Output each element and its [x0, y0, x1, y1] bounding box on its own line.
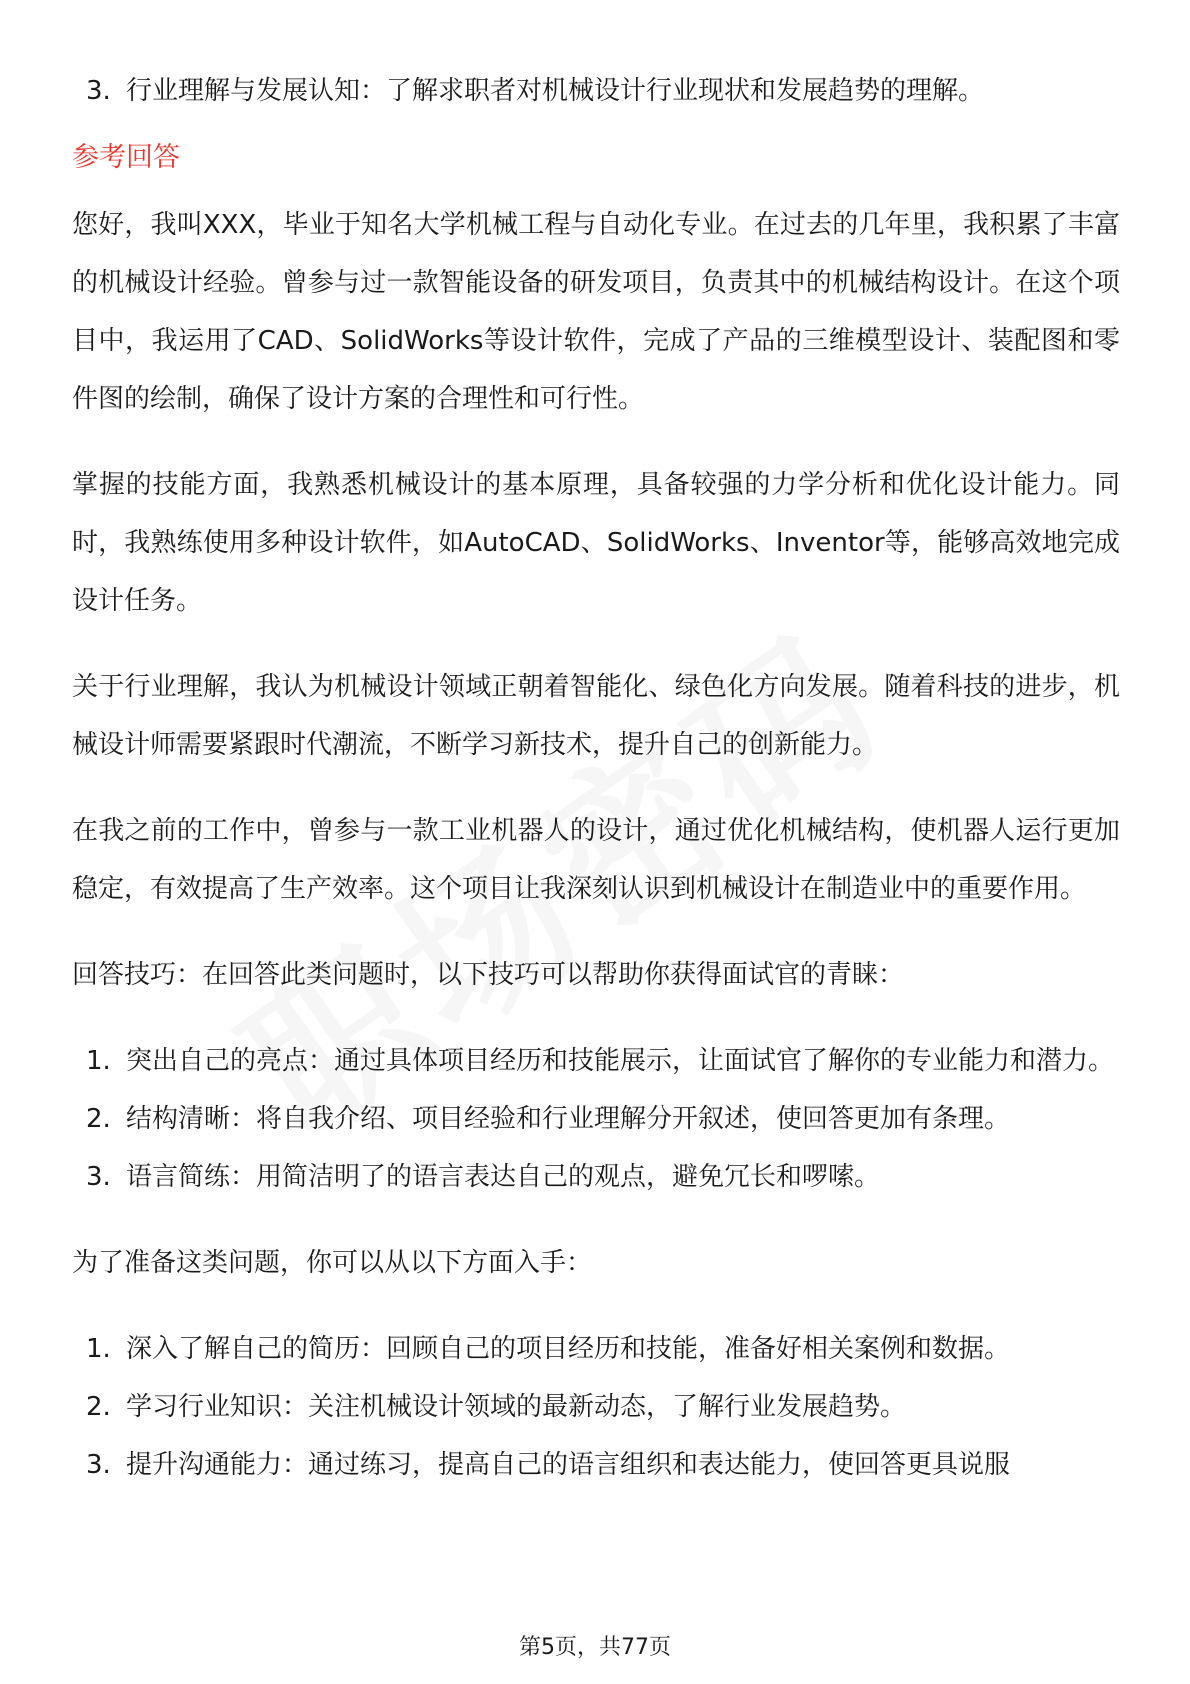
list-item	[72, 1320, 1120, 1378]
list-item	[72, 1032, 1120, 1090]
list-item-number: 2.	[86, 1104, 111, 1134]
list-item-number: 3.	[86, 1450, 111, 1480]
list-item-number: 3.	[86, 1162, 111, 1192]
list-item-text: 行业理解与发展认知：了解求职者对机械设计行业现状和发展趋势的理解。	[126, 76, 985, 106]
list-item-number: 2.	[86, 1392, 111, 1422]
list-item-number: 3.	[86, 76, 111, 106]
list-item-text: 学习行业知识：关注机械设计领域的最新动态，了解行业发展趋势。	[126, 1392, 907, 1422]
paragraph: 您好，我叫XXX，毕业于知名大学机械工程与自动化专业。在过去的几年里，我积累了丰富的机械设计经验。曾参与过一款智能设备的研发项目，负责其中的机械结构设计。在这个项目中，我运用了CAD、SolidWorks等设计软件，完成了产品的三维模型设计、装配图和零件图的绘制，确保了设计方案的合理性和可行性。	[72, 210, 1120, 414]
list-item-text: 突出自己的亮点：通过具体项目经历和技能展示，让面试官了解你的专业能力和潜力。	[126, 1046, 1115, 1076]
prep-intro: 为了准备这类问题，你可以从以下方面入手：	[72, 1248, 593, 1278]
paragraph: 关于行业理解，我认为机械设计领域正朝着智能化、绿色化方向发展。随着科技的进步，机械设计师需要紧跟时代潮流，不断学习新技术，提升自己的创新能力。	[72, 672, 1120, 760]
list-item	[72, 1436, 1120, 1494]
list-item-number: 1.	[86, 1046, 111, 1076]
list-item-text: 深入了解自己的简历：回顾自己的项目经历和技能，准备好相关案例和数据。	[126, 1334, 1011, 1364]
prep-list	[72, 1320, 1120, 1494]
list-item-text: 结构清晰：将自我介绍、项目经验和行业理解分开叙述，使回答更加有条理。	[126, 1104, 1011, 1134]
document-page	[72, 62, 1120, 1494]
paragraph: 掌握的技能方面，我熟悉机械设计的基本原理，具备较强的力学分析和优化设计能力。同时，我熟练使用多种设计软件，如AutoCAD、SolidWorks、Inventor等，能够高效地完成设计任务。	[72, 470, 1120, 616]
list-item-number: 1.	[86, 1334, 111, 1364]
tips-list	[72, 1032, 1120, 1206]
list-item	[72, 1148, 1120, 1206]
page-footer: 第5页，共77页	[519, 1635, 671, 1660]
list-item	[72, 62, 1120, 120]
list-item-text: 提升沟通能力：通过练习，提高自己的语言组织和表达能力，使回答更具说服	[126, 1450, 1011, 1480]
criteria-list	[72, 62, 1120, 120]
paragraph: 在我之前的工作中，曾参与一款工业机器人的设计，通过优化机械结构，使机器人运行更加稳定，有效提高了生产效率。这个项目让我深刻认识到机械设计在制造业中的重要作用。	[72, 816, 1120, 904]
list-item	[72, 1090, 1120, 1148]
tips-intro: 回答技巧：在回答此类问题时，以下技巧可以帮助你获得面试官的青睐：	[72, 960, 905, 990]
list-item-text: 语言简练：用简洁明了的语言表达自己的观点，避免冗长和啰嗦。	[126, 1162, 881, 1192]
answer-heading: 参考回答	[72, 142, 180, 173]
list-item	[72, 1378, 1120, 1436]
